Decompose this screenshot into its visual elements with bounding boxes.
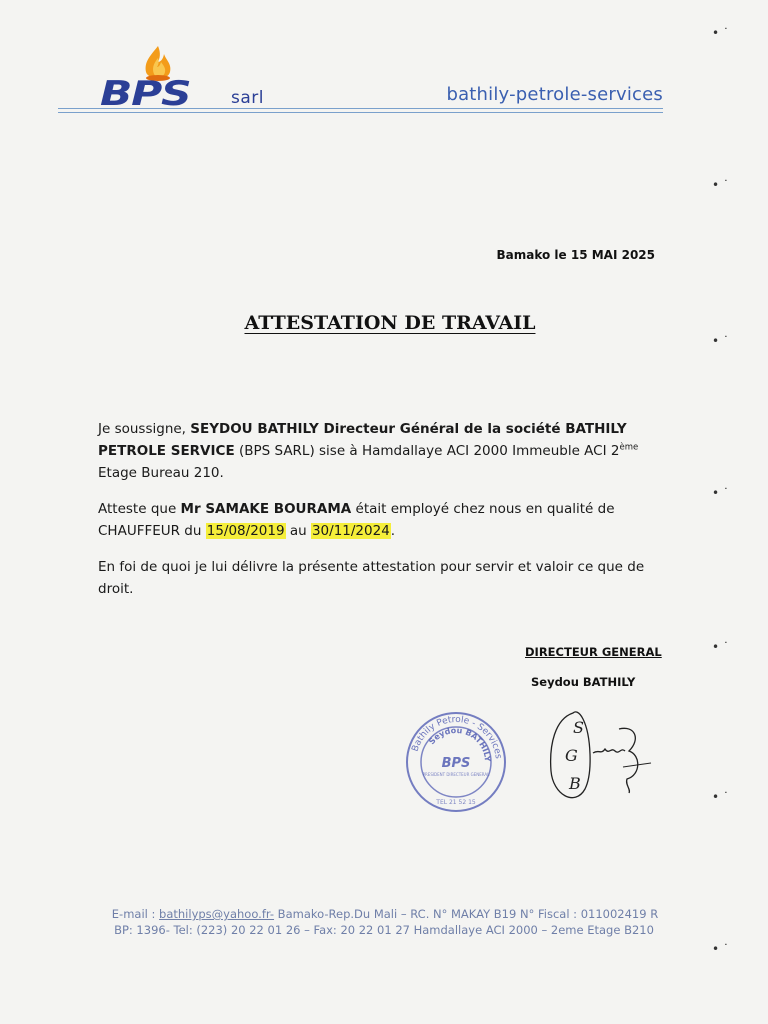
stamp-inner-text: Seydou BATHILY [427,725,493,763]
letter-body [98,418,658,614]
handwritten-signature [545,705,655,805]
stamp-outer-text: Bathily Petrole - Services [410,714,503,760]
signature-letter-s: S [573,718,584,737]
footer-line-2: BP: 1396- Tel: (223) 20 22 01 26 – Fax: 20 22 01 27 Hamdallaye ACI 2000 – 2eme Etage B210 [114,923,654,937]
logo-suffix: sarl [231,88,264,108]
scan-speck: • ˙ [712,790,729,804]
scan-speck: • ˙ [712,640,729,654]
paragraph-closing: En foi de quoi je lui délivre la présente attestation pour servir et valoir ce que de droit. [98,559,645,597]
scan-speck: • ˙ [712,178,729,192]
end-date-highlight: 30/11/2024 [311,523,390,539]
start-date-highlight: 15/08/2019 [206,523,285,539]
header-divider [58,108,663,113]
stamp-role: PRESIDENT DIRECTEUR GENERAL [422,772,490,777]
stamp-center-mark: BPS [441,756,471,771]
company-name: bathily-petrole-services [446,84,663,105]
employee-name: Mr SAMAKE BOURAMA [180,501,352,517]
company-logo [100,44,280,114]
paragraph-signer [98,418,658,484]
signature-letter-g: G [565,746,578,765]
p1-end: Etage Bureau 210. [98,465,224,481]
document-footer [0,906,768,938]
scan-speck: • ˙ [712,942,729,956]
p1-superscript: ème [619,442,639,453]
signatory-name: Seydou BATHILY [531,675,636,689]
footer-line-1 [0,906,768,922]
p1-intro: Je soussigne, [98,421,191,437]
letter-date: Bamako le 15 MAI 2025 [496,248,655,262]
footer-email-label: E-mail : [111,907,160,921]
footer-email-link[interactable]: bathilyps@yahoo.fr- [159,907,275,921]
signatory-title: DIRECTEUR GENERAL [525,645,662,659]
paragraph-employee [98,498,658,542]
stamp-bottom-text: TEL 21 52 15 [436,799,476,806]
scan-speck: • ˙ [712,334,729,348]
logo-mark: BPS [100,74,191,114]
footer-line1-rest: Bamako-Rep.Du Mali – RC. N° MAKAY B19 N° Fiscal : 011002419 R [274,907,659,921]
document-title: ATTESTATION DE TRAVAIL [244,312,536,334]
signature-letter-b: B [569,774,581,793]
scan-speck: • ˙ [712,486,729,500]
p2-middle: était employé chez nous en qualité de CHAUFFEUR du [98,501,615,539]
scan-speck: • ˙ [712,26,729,40]
p1-address: (BPS SARL) sise à Hamdallaye ACI 2000 Immeuble ACI 2 [234,443,620,459]
signer-name: SEYDOU BATHILY Directeur Général de la société BATHILY PETROLE SERVICE [98,421,627,459]
p2-end: . [390,523,396,539]
p2-intro: Atteste que [98,501,181,517]
company-stamp [404,710,508,814]
p2-au: au [285,523,311,539]
